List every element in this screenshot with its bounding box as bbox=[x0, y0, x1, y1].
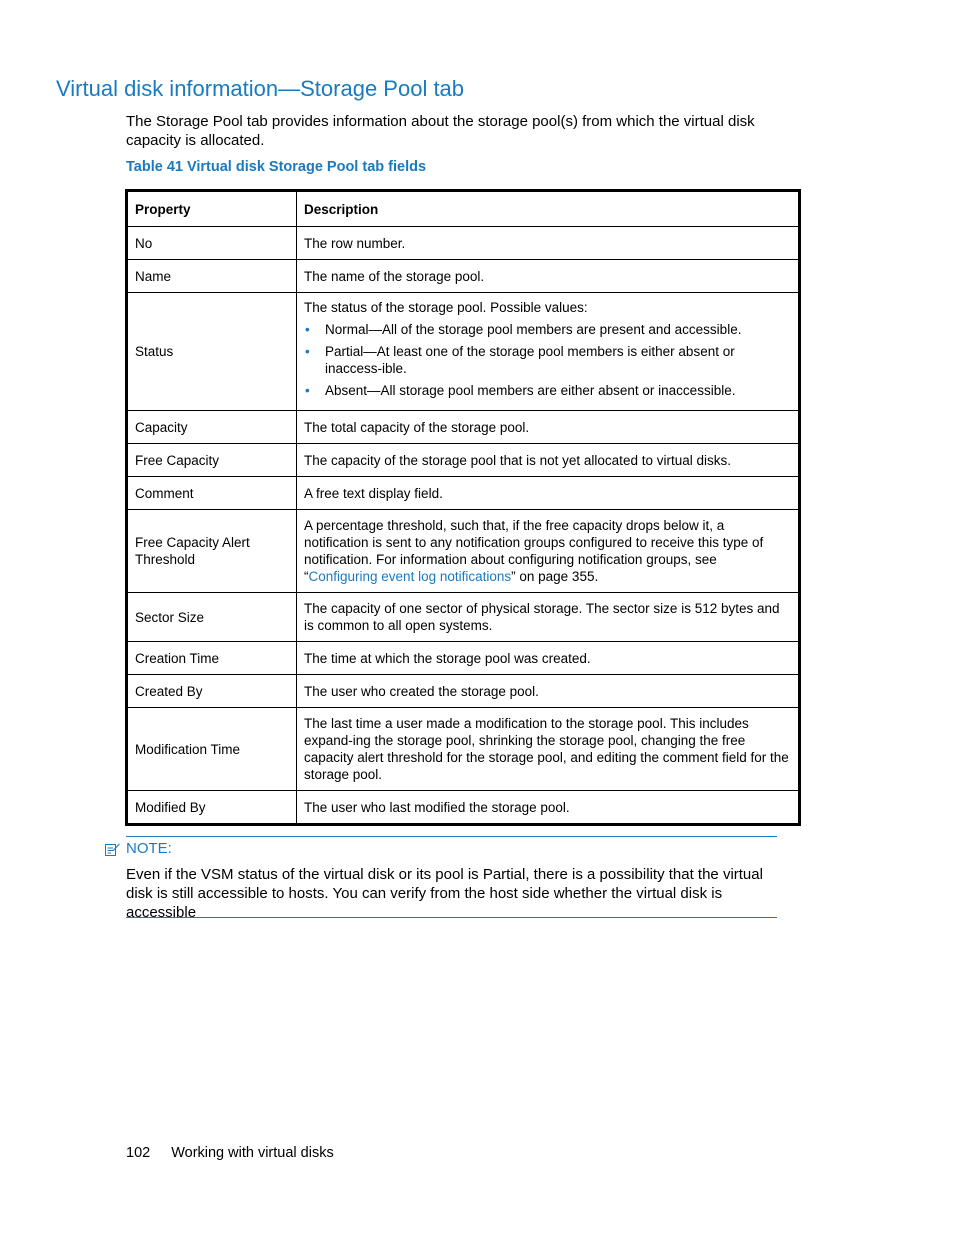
row-description: The capacity of the storage pool that is not yet allocated to virtual disks. bbox=[297, 444, 800, 477]
row-description: A free text display field. bbox=[297, 477, 800, 510]
row-description-tail: ” on page 355. bbox=[511, 569, 599, 584]
table-row bbox=[127, 675, 800, 708]
row-description: The user who last modified the storage pool. bbox=[297, 791, 800, 825]
row-description: The time at which the storage pool was created. bbox=[297, 642, 800, 675]
intro-paragraph: The Storage Pool tab provides information about the storage pool(s) from which the virtual disk capacity is allocated. bbox=[126, 113, 755, 149]
row-property: Capacity bbox=[127, 411, 297, 444]
chapter-title: Working with virtual disks bbox=[171, 1145, 334, 1161]
table-row bbox=[127, 593, 800, 642]
row-property: Created By bbox=[127, 675, 297, 708]
row-property: Creation Time bbox=[127, 642, 297, 675]
row-property: Free Capacity Alert Threshold bbox=[127, 510, 297, 593]
note-bottom-divider bbox=[126, 917, 777, 918]
table-row bbox=[127, 260, 800, 293]
table-header-row bbox=[127, 191, 800, 227]
note-body: Even if the VSM status of the virtual disk or its pool is Partial, there is a possibility that the virtual disk is still accessible to hosts. You can verify from the host side whether the virtual disk is accessible bbox=[126, 866, 763, 921]
list-item: • Absent—All storage pool members are either absent or inaccessible. bbox=[304, 382, 791, 399]
row-description: The capacity of one sector of physical storage. The sector size is 512 bytes and is common to all open systems. bbox=[297, 593, 800, 642]
list-item: • Normal—All of the storage pool members are present and accessible. bbox=[304, 321, 791, 338]
row-property: Status bbox=[127, 293, 297, 411]
header-description: Description bbox=[297, 191, 800, 227]
note-header bbox=[104, 840, 172, 857]
header-property: Property bbox=[127, 191, 297, 227]
table-row bbox=[127, 477, 800, 510]
table-row bbox=[127, 642, 800, 675]
page-footer bbox=[126, 1145, 334, 1161]
status-lead: The status of the storage pool. Possible values: bbox=[304, 300, 588, 315]
storage-pool-fields-table bbox=[125, 189, 801, 826]
row-property: Modified By bbox=[127, 791, 297, 825]
table-row bbox=[127, 444, 800, 477]
row-property: Comment bbox=[127, 477, 297, 510]
row-description: The total capacity of the storage pool. bbox=[297, 411, 800, 444]
table-row bbox=[127, 293, 800, 411]
page-number: 102 bbox=[126, 1145, 151, 1161]
row-description: The row number. bbox=[297, 227, 800, 260]
configuring-event-log-notifications-link[interactable]: Configuring event log notifications bbox=[308, 569, 512, 584]
row-description bbox=[297, 510, 800, 593]
table-row bbox=[127, 411, 800, 444]
table-row bbox=[127, 227, 800, 260]
row-description: The last time a user made a modification to the storage pool. This includes expand-ing the storage pool, shrinking the storage pool, changing the free capacity alert threshold for the storage pool, and editing the comment field for the storage pool. bbox=[297, 708, 800, 791]
note-top-divider bbox=[126, 836, 777, 837]
row-description bbox=[297, 293, 800, 411]
table-row bbox=[127, 510, 800, 593]
row-property: Free Capacity bbox=[127, 444, 297, 477]
row-property: No bbox=[127, 227, 297, 260]
list-item: • Partial—At least one of the storage pool members is either absent or inaccess-ible. bbox=[304, 343, 791, 377]
section-title: Virtual disk information—Storage Pool tab bbox=[56, 76, 465, 101]
note-label: NOTE: bbox=[126, 840, 172, 857]
row-description: The user who created the storage pool. bbox=[297, 675, 800, 708]
row-property: Name bbox=[127, 260, 297, 293]
table-row bbox=[127, 791, 800, 825]
status-values-list bbox=[304, 321, 791, 399]
row-description-text: A percentage threshold, such that, if the free capacity drops below it, a notification is sent to any notification groups configured to receive this type of notification. For information about configuring notification groups, see “ bbox=[304, 518, 764, 584]
table-caption: Table 41 Virtual disk Storage Pool tab fields bbox=[126, 159, 427, 175]
table-row bbox=[127, 708, 800, 791]
row-description: The name of the storage pool. bbox=[297, 260, 800, 293]
row-property: Sector Size bbox=[127, 593, 297, 642]
note-icon bbox=[104, 841, 120, 857]
row-property: Modification Time bbox=[127, 708, 297, 791]
